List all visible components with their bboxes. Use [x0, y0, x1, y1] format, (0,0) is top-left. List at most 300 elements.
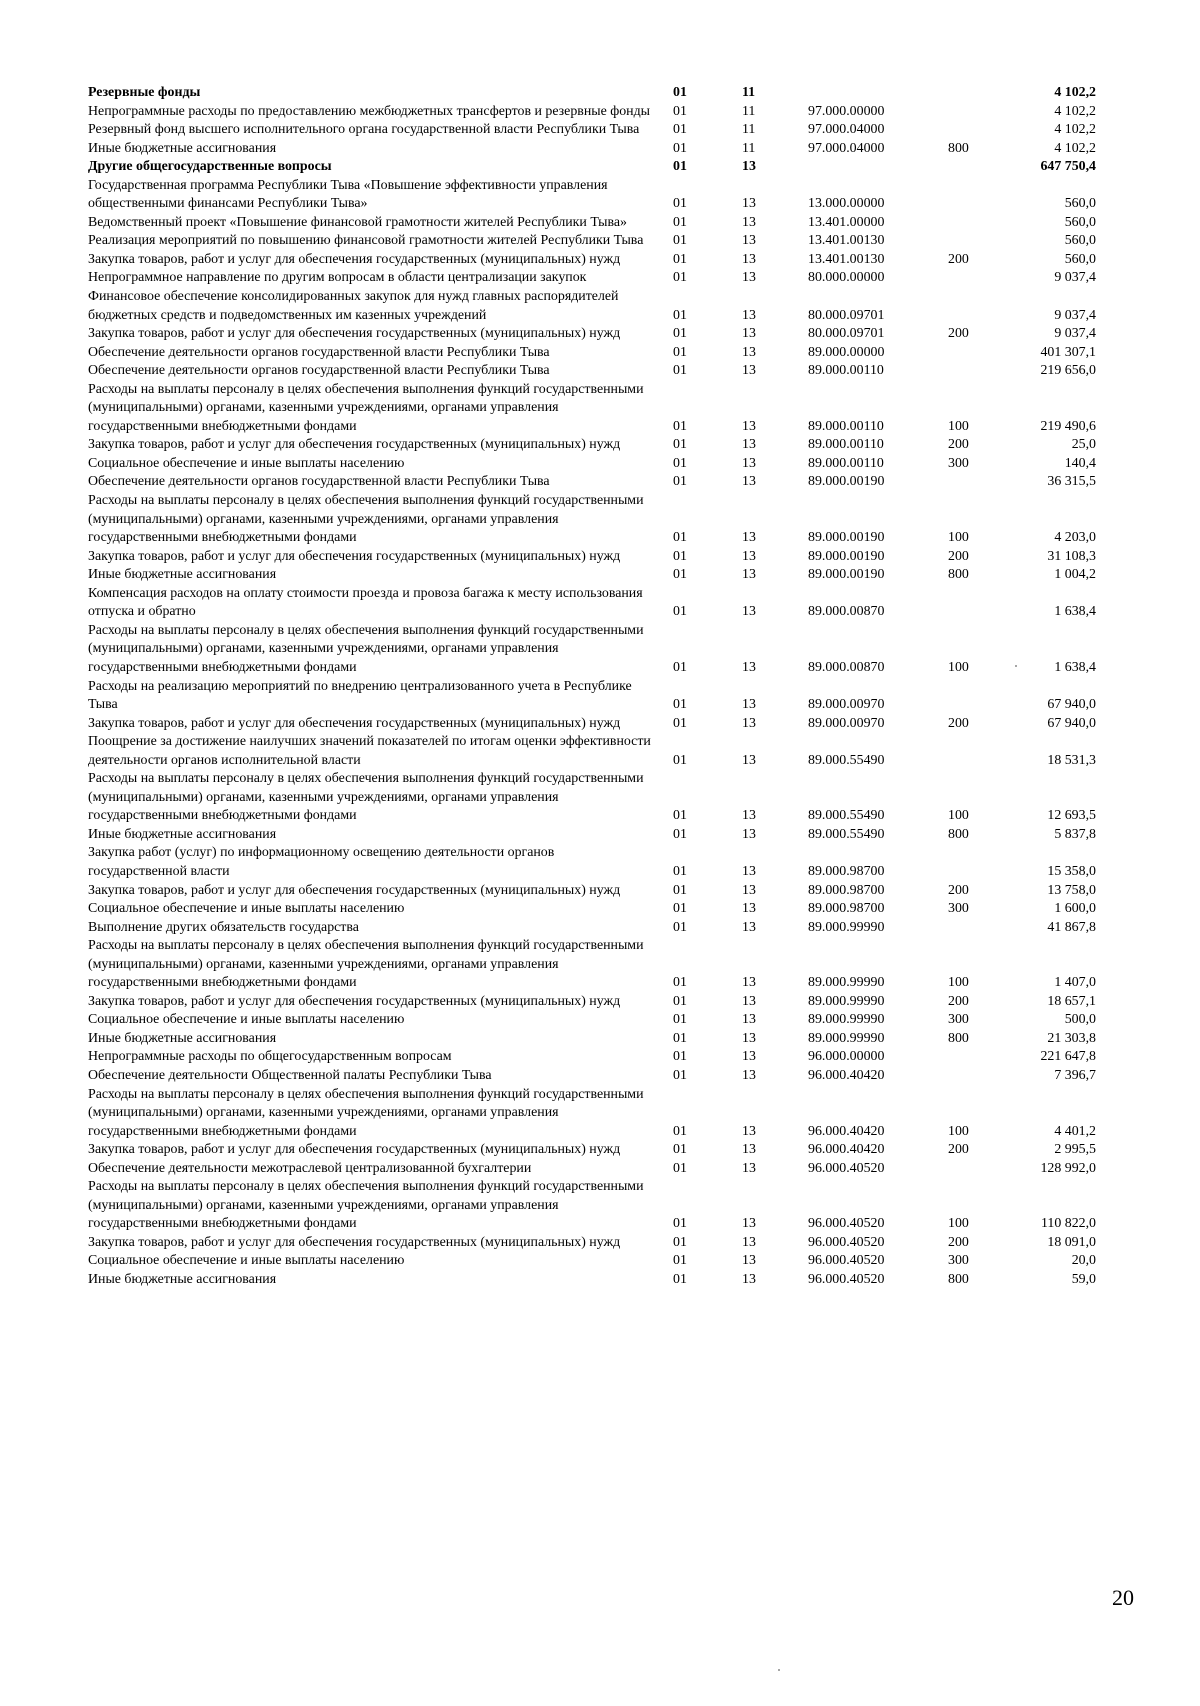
target-article-code: 89.000.99990 — [808, 993, 885, 1009]
subsection-code: 13 — [742, 214, 756, 230]
target-article-code: 89.000.00110 — [808, 363, 884, 379]
subsection-code: 13 — [742, 159, 756, 175]
amount: 4 102,2 — [1054, 85, 1096, 100]
table-row — [88, 325, 1098, 344]
target-article-code: 89.000.00870 — [808, 659, 885, 675]
table-row — [88, 826, 1098, 845]
subsection-code: 13 — [742, 437, 756, 453]
expense-type-code — [934, 678, 990, 715]
row-name: Закупка товаров, работ и услуг для обеспечения государственных (муниципальных) нужд — [88, 326, 621, 342]
expense-type-code — [934, 585, 990, 622]
target-article-code: 96.000.40420 — [808, 1123, 885, 1139]
table-row — [88, 436, 1098, 455]
row-name: Непрограммные расходы по предоставлению межбюджетных трансфертов и резервные фонды — [88, 103, 651, 119]
row-name: Закупка товаров, работ и услуг для обеспечения государственных (муниципальных) нужд — [88, 1142, 621, 1158]
row-name: Выполнение других обязательств государства — [88, 919, 359, 935]
target-article-code: 13.401.00130 — [808, 251, 885, 267]
row-name: Закупка товаров, работ и услуг для обеспечения государственных (муниципальных) нужд — [88, 437, 621, 453]
expense-type-code — [934, 269, 990, 288]
section-code: 01 — [673, 344, 687, 360]
expense-type-code — [934, 473, 990, 492]
subsection-code: 13 — [742, 1030, 756, 1046]
section-code: 01 — [673, 975, 687, 991]
table-row — [88, 919, 1098, 938]
table-row — [88, 1048, 1098, 1067]
row-name: Расходы на выплаты персоналу в целях обеспечения выполнения функций государственными (муниципальными) органами, казенными учреждениями, органами управления государственными внебюджетными фондами — [88, 1086, 644, 1139]
row-name: Резервный фонд высшего исполнительного органа государственной власти Республики Тыва — [88, 122, 640, 138]
row-name: Реализация мероприятий по повышению финансовой грамотности жителей Республики Тыва — [88, 233, 644, 249]
amount: 560,0 — [1064, 233, 1096, 249]
table-row — [88, 715, 1098, 734]
row-name: Иные бюджетные ассигнования — [88, 1272, 277, 1287]
target-article-code: 89.000.55490 — [808, 752, 885, 768]
amount: 4 102,2 — [1054, 103, 1096, 119]
row-name: Поощрение за достижение наилучших значений показателей по итогам оценки эффективности деятельности органов исполнительной власти — [88, 734, 651, 768]
section-code: 01 — [673, 548, 687, 564]
amount: 25,0 — [1071, 437, 1096, 453]
target-article-code: 89.000.00190 — [808, 474, 885, 490]
amount: 67 940,0 — [1047, 715, 1096, 731]
section-code: 01 — [673, 1253, 687, 1269]
amount: 9 037,4 — [1054, 270, 1096, 286]
target-article-code: 96.000.40520 — [808, 1160, 885, 1176]
expense-type-code: 100 — [948, 1216, 969, 1232]
row-name: Иные бюджетные ассигнования — [88, 1030, 277, 1046]
row-name: Компенсация расходов на оплату стоимости проезда и провоза багажа к месту использования отпуска и обратно — [88, 585, 643, 620]
subsection-code: 13 — [742, 251, 756, 267]
row-name: Иные бюджетные ассигнования — [88, 140, 277, 156]
row-name: Обеспечение деятельности органов государственной власти Республики Тыва — [88, 363, 550, 379]
section-code: 01 — [673, 418, 687, 434]
subsection-code: 13 — [742, 1216, 756, 1232]
subsection-code: 13 — [742, 659, 756, 675]
table-row — [88, 1252, 1098, 1271]
row-name: Другие общегосударственные вопросы — [88, 159, 332, 175]
row-name: Закупка товаров, работ и услуг для обеспечения государственных (муниципальных) нужд — [88, 993, 621, 1009]
section-code: 01 — [673, 659, 687, 675]
table-row — [88, 1141, 1098, 1160]
subsection-code: 13 — [742, 604, 756, 620]
subsection-code: 13 — [742, 1272, 756, 1287]
section-code: 01 — [673, 1216, 687, 1232]
expense-type-code — [934, 1048, 990, 1067]
table-row — [88, 1234, 1098, 1253]
row-name: Социальное обеспечение и иные выплаты населению — [88, 1012, 405, 1028]
amount: 21 303,8 — [1047, 1030, 1096, 1046]
expense-type-code — [934, 1160, 990, 1179]
target-article-code: 89.000.99990 — [808, 919, 885, 935]
table-row — [88, 937, 1098, 993]
expense-type-code — [934, 1067, 990, 1086]
section-code: 01 — [673, 604, 687, 620]
table-row — [88, 548, 1098, 567]
table-row — [88, 84, 1098, 103]
row-name: Ведомственный проект «Повышение финансовой грамотности жителей Республики Тыва» — [88, 214, 627, 230]
target-article-code: 89.000.00190 — [808, 548, 885, 564]
target-article-code: 96.000.40420 — [808, 1142, 885, 1158]
section-code: 01 — [673, 251, 687, 267]
row-name: Расходы на выплаты персоналу в целях обеспечения выполнения функций государственными (муниципальными) органами, казенными учреждениями, органами управления государственными внебюджетными фондами — [88, 1179, 644, 1232]
amount: 2 995,5 — [1054, 1142, 1096, 1158]
row-name: Обеспечение деятельности органов государственной власти Республики Тыва — [88, 474, 550, 490]
amount: 1 600,0 — [1054, 901, 1096, 917]
subsection-code: 13 — [742, 455, 756, 471]
section-code: 01 — [673, 326, 687, 342]
section-code: 01 — [673, 455, 687, 471]
amount: 5 837,8 — [1054, 826, 1096, 842]
target-article-code: 96.000.40520 — [808, 1272, 885, 1287]
target-article-code: 89.000.00000 — [808, 344, 885, 360]
row-name: Непрограммное направление по другим вопросам в области централизации закупок — [88, 270, 587, 286]
row-name: Закупка товаров, работ и услуг для обеспечения государственных (муниципальных) нужд — [88, 1234, 621, 1250]
section-code: 01 — [673, 1030, 687, 1046]
table-row — [88, 622, 1098, 678]
section-code: 01 — [673, 993, 687, 1009]
target-article-code: 13.401.00000 — [808, 214, 885, 230]
target-article-code: 89.000.00970 — [808, 715, 885, 731]
expense-type-code: 300 — [948, 455, 969, 471]
row-name: Расходы на выплаты персоналу в целях обеспечения выполнения функций государственными (муниципальными) органами, казенными учреждениями, органами управления государственными внебюджетными фондами — [88, 771, 644, 824]
target-article-code: 80.000.00000 — [808, 270, 885, 286]
subsection-code: 13 — [742, 326, 756, 342]
target-article-code: 13.401.00130 — [808, 233, 885, 249]
row-name: Закупка товаров, работ и услуг для обеспечения государственных (муниципальных) нужд — [88, 548, 621, 564]
subsection-code: 13 — [742, 715, 756, 731]
row-name: Финансовое обеспечение консолидированных закупок для нужд главных распорядителей бюджетных средств и подведомственных им казенных учреждений — [88, 289, 619, 323]
row-name: Обеспечение деятельности Общественной палаты Республики Тыва — [88, 1067, 492, 1083]
subsection-code: 13 — [742, 1012, 756, 1028]
table-row — [88, 455, 1098, 474]
amount: 647 750,4 — [1040, 159, 1096, 175]
row-name: Резервные фонды — [88, 85, 201, 100]
row-name: Расходы на выплаты персоналу в целях обеспечения выполнения функций государственными (муниципальными) органами, казенными учреждениями, органами управления государственными внебюджетными фондами — [88, 381, 644, 434]
subsection-code: 13 — [742, 1160, 756, 1176]
expense-type-code: 100 — [948, 808, 969, 824]
row-name: Обеспечение деятельности органов государственной власти Республики Тыва — [88, 344, 550, 360]
target-article-code: 89.000.00970 — [808, 697, 885, 713]
amount: 31 108,3 — [1047, 548, 1096, 564]
subsection-code: 13 — [742, 344, 756, 360]
expense-type-code: 300 — [948, 1012, 969, 1028]
row-name: Социальное обеспечение и иные выплаты населению — [88, 1253, 405, 1269]
table-row — [88, 900, 1098, 919]
row-name: Обеспечение деятельности межотраслевой централизованной бухгалтерии — [88, 1160, 532, 1176]
target-article-code: 96.000.40520 — [808, 1234, 885, 1250]
subsection-code: 13 — [742, 808, 756, 824]
amount: 1 638,4 — [1054, 659, 1096, 675]
table-row — [88, 1178, 1098, 1234]
section-code: 01 — [673, 697, 687, 713]
subsection-code: 13 — [742, 993, 756, 1009]
table-row — [88, 492, 1098, 548]
section-code: 01 — [673, 270, 687, 286]
expense-type-code: 300 — [948, 1253, 969, 1269]
amount: 7 396,7 — [1054, 1067, 1096, 1083]
table-row — [88, 1086, 1098, 1142]
section-code: 01 — [673, 363, 687, 379]
scan-speck — [778, 1669, 780, 1671]
subsection-code: 13 — [742, 1067, 756, 1083]
expense-type-code: 100 — [948, 975, 969, 991]
subsection-code: 13 — [742, 1142, 756, 1158]
subsection-code: 11 — [742, 103, 756, 119]
section-code: 01 — [673, 214, 687, 230]
amount: 1 407,0 — [1054, 975, 1096, 991]
section-code: 01 — [673, 1234, 687, 1250]
amount: 560,0 — [1064, 196, 1096, 212]
target-article-code: 97.000.04000 — [808, 122, 885, 138]
row-name: Непрограммные расходы по общегосударственным вопросам — [88, 1049, 452, 1065]
section-code: 01 — [673, 882, 687, 898]
expense-type-code — [934, 844, 990, 881]
page-number: 20 — [1112, 1585, 1134, 1610]
section-code: 01 — [673, 122, 687, 138]
expense-type-code — [934, 733, 990, 770]
subsection-code: 13 — [742, 363, 756, 379]
section-code: 01 — [673, 752, 687, 768]
target-article-code: 89.000.00110 — [808, 418, 884, 434]
amount: 221 647,8 — [1040, 1049, 1096, 1065]
subsection-code: 13 — [742, 882, 756, 898]
amount: 9 037,4 — [1054, 326, 1096, 342]
amount: 560,0 — [1064, 251, 1096, 267]
target-article-code: 89.000.00110 — [808, 455, 884, 471]
table-row — [88, 214, 1098, 233]
target-article-code: 89.000.99990 — [808, 975, 885, 991]
expense-type-code: 200 — [948, 1234, 969, 1250]
expense-type-code: 800 — [948, 1030, 969, 1046]
section-code: 01 — [673, 826, 687, 842]
expense-type-code: 200 — [948, 251, 969, 267]
expense-type-code: 100 — [948, 530, 969, 546]
section-code: 01 — [673, 863, 687, 879]
amount: 36 315,5 — [1047, 474, 1096, 490]
subsection-code: 13 — [742, 233, 756, 249]
amount: 1 004,2 — [1054, 567, 1096, 583]
table-row — [88, 381, 1098, 437]
table-row — [88, 140, 1098, 159]
table-row — [88, 1067, 1098, 1086]
table-row — [88, 269, 1098, 288]
expense-type-code: 200 — [948, 548, 969, 564]
section-code: 01 — [673, 233, 687, 249]
target-article-code: 89.000.99990 — [808, 1030, 885, 1046]
amount: 4 203,0 — [1054, 530, 1096, 546]
subsection-code: 13 — [742, 863, 756, 879]
expense-type-code: 800 — [948, 1272, 969, 1287]
section-code: 01 — [673, 1272, 687, 1287]
table-row — [88, 993, 1098, 1012]
amount: 4 102,2 — [1054, 140, 1096, 156]
target-article-code: 89.000.00870 — [808, 604, 885, 620]
expense-type-code — [934, 362, 990, 381]
section-code: 01 — [673, 567, 687, 583]
section-code: 01 — [673, 103, 687, 119]
subsection-code: 13 — [742, 418, 756, 434]
subsection-code: 13 — [742, 196, 756, 212]
table-row — [88, 103, 1098, 122]
expense-type-code: 200 — [948, 1142, 969, 1158]
expense-type-code: 300 — [948, 901, 969, 917]
row-name: Расходы на реализацию мероприятий по внедрению централизованного учета в Республике Тыва — [88, 678, 632, 713]
row-name: Закупка товаров, работ и услуг для обеспечения государственных (муниципальных) нужд — [88, 251, 621, 267]
table-row — [88, 1271, 1098, 1290]
table-row — [88, 1160, 1098, 1179]
target-article-code: 89.000.55490 — [808, 826, 885, 842]
expense-type-code — [934, 232, 990, 251]
amount: 15 358,0 — [1047, 863, 1096, 879]
row-name: Закупка товаров, работ и услуг для обеспечения государственных (муниципальных) нужд — [88, 715, 621, 731]
subsection-code: 13 — [742, 1234, 756, 1250]
expense-type-code: 100 — [948, 1123, 969, 1139]
expense-type-code — [934, 158, 990, 177]
row-name: Расходы на выплаты персоналу в целях обеспечения выполнения функций государственными (муниципальными) органами, казенными учреждениями, органами управления государственными внебюджетными фондами — [88, 622, 644, 675]
table-row — [88, 251, 1098, 270]
section-code: 01 — [673, 1067, 687, 1083]
subsection-code: 11 — [742, 140, 756, 156]
table-row — [88, 158, 1098, 177]
target-article-code: 80.000.09701 — [808, 307, 885, 323]
table-row — [88, 1030, 1098, 1049]
amount: 18 531,3 — [1047, 752, 1096, 768]
amount: 18 657,1 — [1047, 993, 1096, 1009]
subsection-code: 13 — [742, 1123, 756, 1139]
subsection-code: 11 — [742, 122, 756, 138]
section-code: 01 — [673, 85, 687, 100]
table-row — [88, 121, 1098, 140]
amount: 219 656,0 — [1040, 363, 1096, 379]
expense-type-code: 200 — [948, 437, 969, 453]
target-article-code: 89.000.98700 — [808, 863, 885, 879]
target-article-code: 96.000.40520 — [808, 1216, 885, 1232]
row-name: Иные бюджетные ассигнования — [88, 567, 277, 583]
expense-type-code: 200 — [948, 326, 969, 342]
expense-type-code — [934, 288, 990, 325]
section-code: 01 — [673, 1160, 687, 1176]
amount: 4 401,2 — [1054, 1123, 1096, 1139]
target-article-code: 89.000.55490 — [808, 808, 885, 824]
expense-type-code — [934, 121, 990, 140]
row-name: Социальное обеспечение и иные выплаты населению — [88, 901, 405, 917]
row-name: Расходы на выплаты персоналу в целях обеспечения выполнения функций государственными (муниципальными) органами, казенными учреждениями, органами управления государственными внебюджетными фондами — [88, 493, 644, 546]
target-article-code: 96.000.40520 — [808, 1253, 885, 1269]
target-article-code — [798, 158, 934, 177]
table-row — [88, 288, 1098, 325]
amount: 59,0 — [1071, 1272, 1096, 1287]
section-code: 01 — [673, 1142, 687, 1158]
section-code: 01 — [673, 437, 687, 453]
table-row — [88, 362, 1098, 381]
subsection-code: 13 — [742, 1253, 756, 1269]
section-code: 01 — [673, 530, 687, 546]
subsection-code: 13 — [742, 567, 756, 583]
amount: 4 102,2 — [1054, 122, 1096, 138]
amount: 140,4 — [1064, 455, 1096, 471]
expense-type-code — [934, 84, 990, 103]
amount: 67 940,0 — [1047, 697, 1096, 713]
expense-type-code — [934, 214, 990, 233]
expense-type-code — [934, 177, 990, 214]
target-article-code: 97.000.04000 — [808, 140, 885, 156]
scan-speck — [1015, 665, 1017, 667]
expense-type-code: 800 — [948, 140, 969, 156]
subsection-code: 13 — [742, 474, 756, 490]
section-code: 01 — [673, 159, 687, 175]
expense-type-code: 800 — [948, 826, 969, 842]
target-article-code — [798, 84, 934, 103]
row-name: Иные бюджетные ассигнования — [88, 826, 277, 842]
amount: 219 490,6 — [1040, 418, 1096, 434]
row-name: Расходы на выплаты персоналу в целях обеспечения выполнения функций государственными (муниципальными) органами, казенными учреждениями, органами управления государственными внебюджетными фондами — [88, 938, 644, 991]
row-name: Государственная программа Республики Тыва «Повышение эффективности управления общественными финансами Республики Тыва» — [88, 177, 608, 212]
section-code: 01 — [673, 1123, 687, 1139]
target-article-code: 80.000.09701 — [808, 326, 885, 342]
target-article-code: 89.000.98700 — [808, 901, 885, 917]
table-row — [88, 844, 1098, 881]
target-article-code: 89.000.98700 — [808, 882, 885, 898]
section-code: 01 — [673, 715, 687, 731]
subsection-code: 13 — [742, 697, 756, 713]
section-code: 01 — [673, 140, 687, 156]
target-article-code: 13.000.00000 — [808, 196, 885, 212]
expense-type-code: 200 — [948, 882, 969, 898]
expense-type-code: 200 — [948, 715, 969, 731]
target-article-code: 96.000.00000 — [808, 1049, 885, 1065]
table-row — [88, 344, 1098, 363]
row-name: Закупка работ (услуг) по информационному освещению деятельности органов государственной власти — [88, 845, 555, 879]
subsection-code: 13 — [742, 752, 756, 768]
subsection-code: 13 — [742, 548, 756, 564]
row-name: Социальное обеспечение и иные выплаты населению — [88, 455, 405, 471]
subsection-code: 13 — [742, 901, 756, 917]
section-code: 01 — [673, 1012, 687, 1028]
subsection-code: 13 — [742, 530, 756, 546]
amount: 128 992,0 — [1040, 1160, 1096, 1176]
section-code: 01 — [673, 808, 687, 824]
table-row — [88, 733, 1098, 770]
subsection-code: 13 — [742, 826, 756, 842]
section-code: 01 — [673, 307, 687, 323]
amount: 13 758,0 — [1047, 882, 1096, 898]
budget-table — [88, 84, 1098, 1290]
table-row — [88, 678, 1098, 715]
amount: 110 822,0 — [1040, 1216, 1096, 1232]
expense-type-code: 100 — [948, 418, 969, 434]
target-article-code: 97.000.00000 — [808, 103, 885, 119]
amount: 1 638,4 — [1054, 604, 1096, 620]
expense-type-code — [934, 919, 990, 938]
section-code: 01 — [673, 474, 687, 490]
subsection-code: 13 — [742, 270, 756, 286]
section-code: 01 — [673, 901, 687, 917]
row-name: Закупка товаров, работ и услуг для обеспечения государственных (муниципальных) нужд — [88, 882, 621, 898]
amount: 41 867,8 — [1047, 919, 1096, 935]
amount: 20,0 — [1071, 1253, 1096, 1269]
target-article-code: 96.000.40420 — [808, 1067, 885, 1083]
table-row — [88, 232, 1098, 251]
subsection-code: 13 — [742, 1049, 756, 1065]
amount: 560,0 — [1064, 214, 1096, 230]
section-code: 01 — [673, 919, 687, 935]
amount: 500,0 — [1064, 1012, 1096, 1028]
expense-type-code — [934, 103, 990, 122]
table-row — [88, 882, 1098, 901]
table-row — [88, 770, 1098, 826]
amount: 18 091,0 — [1047, 1234, 1096, 1250]
expense-type-code: 800 — [948, 567, 969, 583]
target-article-code: 89.000.00190 — [808, 530, 885, 546]
amount: 401 307,1 — [1040, 344, 1096, 360]
